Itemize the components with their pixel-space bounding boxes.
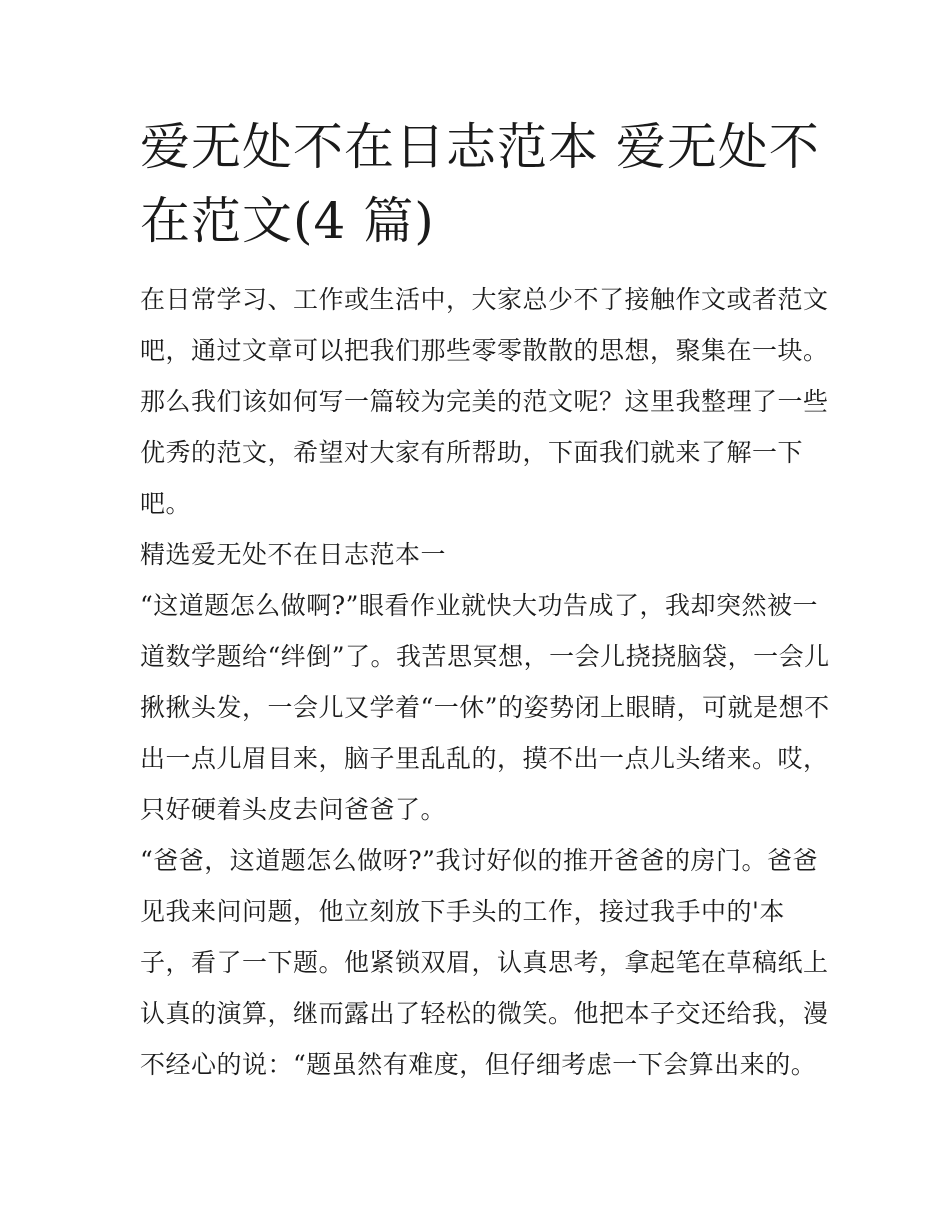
body-line: 子，看了一下题。他紧锁双眉，认真思考，拿起笔在草稿纸上 — [140, 948, 829, 977]
body-line: 认真的演算，继而露出了轻松的微笑。他把本子交还给我，漫 — [140, 999, 829, 1028]
body-line: “这道题怎么做啊?”眼看作业就快大功告成了，我却突然被一 — [140, 591, 818, 620]
body-line: 吧，通过文章可以把我们那些零零散散的思想，聚集在一块。 — [140, 336, 829, 365]
body-line: 道数学题给“绊倒”了。我苦思冥想，一会儿挠挠脑袋，一会儿 — [140, 642, 830, 671]
title-line: 在范文(4 篇) — [140, 192, 435, 250]
body-line: 见我来问问题，他立刻放下手头的工作，接过我手中的'本 — [140, 897, 785, 926]
document-title — [140, 110, 820, 258]
title-line: 爱无处不在日志范本 爱无处不 — [140, 118, 820, 176]
body-line: 揪揪头发，一会儿又学着“一休”的姿势闭上眼睛，可就是想不 — [140, 693, 830, 722]
body-line: 在日常学习、工作或生活中，大家总少不了接触作文或者范文 — [140, 285, 829, 314]
body-line: 不经心的说：“题虽然有难度，但仔细考虑一下会算出来的。 — [140, 1050, 817, 1079]
body-line: 吧。 — [140, 489, 192, 518]
section-heading: 精选爱无处不在日志范本一 — [140, 540, 447, 569]
body-line: 出一点儿眉目来，脑子里乱乱的，摸不出一点儿头绪来。哎， — [140, 744, 829, 773]
document-body — [140, 274, 830, 1090]
body-line: “爸爸，这道题怎么做呀?”我讨好似的推开爸爸的房门。爸爸 — [140, 846, 818, 875]
body-line: 优秀的范文，希望对大家有所帮助，下面我们就来了解一下 — [140, 438, 804, 467]
document-page — [140, 110, 830, 1090]
body-line: 那么我们该如何写一篇较为完美的范文呢？这里我整理了一些 — [140, 387, 829, 416]
body-line: 只好硬着头皮去问爸爸了。 — [140, 795, 447, 824]
